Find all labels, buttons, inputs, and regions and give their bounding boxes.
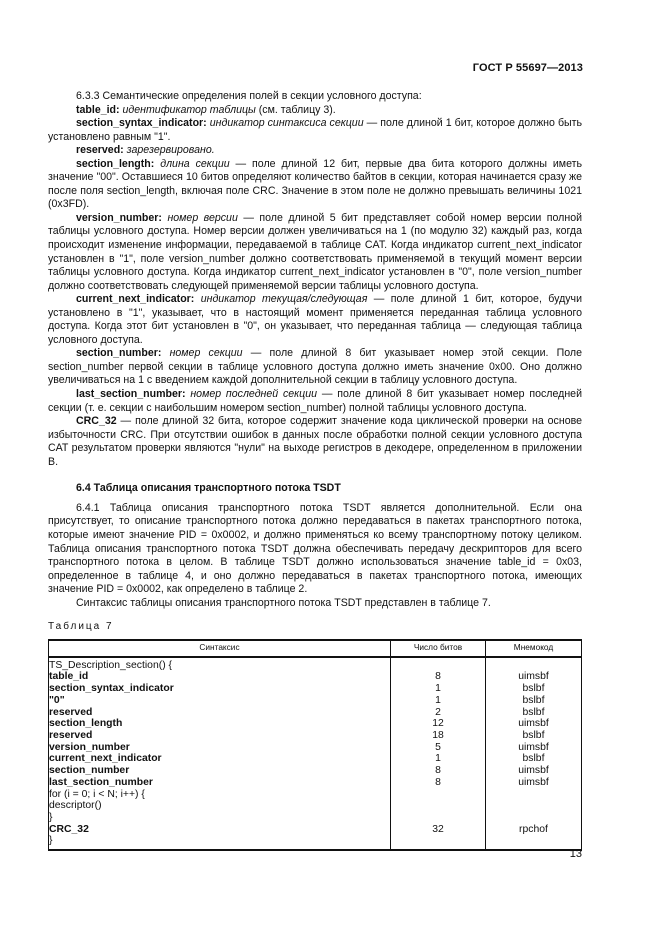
para-table-id <box>48 104 582 118</box>
section-heading-6-4: 6.4 Таблица описания транспортного потока TSDT <box>76 482 341 495</box>
term: CRC_32 <box>76 415 117 428</box>
term: current_next_indicator: <box>76 293 195 306</box>
cell-syntax: TS_Description_section() { <box>49 657 391 672</box>
table-row <box>49 777 582 789</box>
term: table_id: <box>76 103 120 116</box>
cell-mnemonic: bslbf <box>486 730 582 742</box>
cell-syntax: section_syntax_indicator <box>49 683 391 695</box>
cell-syntax: reserved <box>49 707 391 719</box>
table-row <box>49 812 582 824</box>
para-current-next-indicator <box>48 293 582 347</box>
cell-syntax: section_length <box>49 718 391 730</box>
term: reserved: <box>76 144 124 157</box>
table-7 <box>48 639 582 851</box>
cell-mnemonic <box>486 789 582 801</box>
cell-bits: 1 <box>391 683 486 695</box>
para-last-section-number <box>48 388 582 415</box>
cell-bits: 32 <box>391 824 486 836</box>
text: — поле длиной 8 бит указывает номер последней секции (т. е. секции с наибольшим номером section_number) полной таблицы условного доступа. <box>48 388 582 414</box>
cell-syntax: last_section_number <box>49 777 391 789</box>
cell-syntax: descriptor() <box>49 800 391 812</box>
definition: номер последней секции <box>190 388 318 401</box>
table-row <box>49 707 582 719</box>
cell-syntax: } <box>49 812 391 824</box>
table-row <box>49 683 582 695</box>
cell-mnemonic: bslbf <box>486 753 582 765</box>
table-row <box>49 765 582 777</box>
definition: зарезервировано. <box>126 144 215 157</box>
cell-bits: 8 <box>391 777 486 789</box>
cell-mnemonic: uimsbf <box>486 765 582 777</box>
table-title: Таблица 7 <box>48 621 114 633</box>
cell-mnemonic: rpchof <box>486 824 582 836</box>
text: — поле длиной 1 бит, которое должно быть установлено равным "1". <box>48 117 582 143</box>
definition: индикатор синтаксиса секции <box>209 117 364 130</box>
para-crc-32 <box>48 415 582 469</box>
para-6-4-1: 6.4.1 Таблица описания транспортного потока TSDT является дополнительной. Если она присутствует, то описание транспортного потока должно передаваться в пакетах транспортного потока, которые имеют значение PID = 0x0002, и должно применяться ко всему транспортному потоку целиком. Таблица описания транспортного потока TSDT должна обеспечивать передачу дескрипторов для всего транспортного потока в целом. В таблице TSDT должно использоваться значение table_id = 0x03, определенное в таблице 4, и оно должно передаваться в пакетах транспортного потока, имеющих значение PID = 0x0002, как определено в таблице 2. <box>48 501 582 596</box>
cell-bits: 2 <box>391 707 486 719</box>
para-version-number <box>48 212 582 293</box>
cell-mnemonic: uimsbf <box>486 777 582 789</box>
cell-bits <box>391 835 486 850</box>
cell-syntax: CRC_32 <box>49 824 391 836</box>
definition: длина секции <box>160 157 230 170</box>
cell-syntax: version_number <box>49 742 391 754</box>
cell-syntax: table_id <box>49 671 391 683</box>
cell-syntax: } <box>49 835 391 850</box>
para-section-length <box>48 158 582 212</box>
table-row <box>49 742 582 754</box>
para-reserved <box>48 144 582 158</box>
cell-mnemonic: uimsbf <box>486 742 582 754</box>
col-header-syntax: Синтаксис <box>49 640 391 657</box>
cell-bits: 1 <box>391 753 486 765</box>
table-row <box>49 753 582 765</box>
cell-mnemonic <box>486 657 582 672</box>
para-6-3-3: 6.3.3 Семантические определения полей в секции условного доступа: <box>76 90 422 102</box>
table-row <box>49 657 582 672</box>
cell-bits <box>391 800 486 812</box>
definition: номер секции <box>169 347 243 360</box>
term: section_number: <box>76 347 162 360</box>
cell-bits <box>391 789 486 801</box>
definition: идентификатор таблицы <box>122 103 256 116</box>
cell-mnemonic <box>486 835 582 850</box>
cell-bits: 12 <box>391 718 486 730</box>
cell-syntax: current_next_indicator <box>49 753 391 765</box>
text: — поле длиной 1 бит, которое, будучи установлено в "1", указывает, что в настоящий момент применяется переданная таблица условного доступа. Когда этот бит установлен в "0", он указывает, что переданная таблица — следующая таблица условного доступа. <box>48 293 582 346</box>
cell-mnemonic: uimsbf <box>486 718 582 730</box>
document-body <box>48 90 582 851</box>
cell-mnemonic <box>486 800 582 812</box>
table-row <box>49 789 582 801</box>
para-section-number <box>48 347 582 388</box>
cell-bits <box>391 812 486 824</box>
table-row <box>49 695 582 707</box>
cell-mnemonic: bslbf <box>486 707 582 719</box>
definition: индикатор текущая/следующая <box>200 293 368 306</box>
term: version_number: <box>76 211 162 224</box>
text: — поле длиной 12 бит, первые два бита которого должны иметь значение "00". Оставшиеся 10 битов определяют количество байтов в секции, которая начинается сразу же после поля section_length, включая поле CRC. Значение в этом поле не должно превышать величины 1021 (0x3FD). <box>48 157 582 211</box>
cell-mnemonic: uimsbf <box>486 671 582 683</box>
text: — поле длиной 32 бита, которое содержит значение кода циклической проверки на основе избыточности CRC. При отсутствии ошибок в данных после обработки полной секции условного доступа CAT результатом проверки являются "нули" на выходе регистров в декодере, определенном в приложении B. <box>48 415 582 468</box>
cell-syntax: reserved <box>49 730 391 742</box>
para-syntax-intro: Синтаксис таблицы описания транспортного потока TSDT представлен в таблице 7. <box>76 596 491 609</box>
col-header-mnemonic: Мнемокод <box>486 640 582 657</box>
cell-bits: 8 <box>391 671 486 683</box>
cell-mnemonic: bslbf <box>486 683 582 695</box>
table-row <box>49 800 582 812</box>
table-row <box>49 671 582 683</box>
cell-syntax: section_number <box>49 765 391 777</box>
term: section_syntax_indicator: <box>76 117 207 130</box>
cell-bits: 8 <box>391 765 486 777</box>
term: section_length: <box>76 157 155 170</box>
definition: номер версии <box>167 211 238 224</box>
cell-mnemonic <box>486 812 582 824</box>
table-row <box>49 718 582 730</box>
cell-bits: 1 <box>391 695 486 707</box>
cell-bits: 5 <box>391 742 486 754</box>
table-row <box>49 824 582 836</box>
page-number: 13 <box>569 848 582 860</box>
cell-bits: 18 <box>391 730 486 742</box>
cell-mnemonic: bslbf <box>486 695 582 707</box>
text: (см. таблицу 3). <box>255 103 336 116</box>
text: — поле длиной 8 бит указывает номер этой секции. Поле section_number первой секции в таблице условного доступа должно иметь значение 0x00. Оно должно увеличиваться на 1 с введением каждой дополнительной секции в таблицу условного доступа. <box>48 347 582 387</box>
text: — поле длиной 5 бит представляет собой номер версии полной таблицы условного доступа. Номер версии должен увеличиваться на 1 (по модулю 32) каждый раз, когда происходит изменение информации, передаваемой в таблице CAT. Когда индикатор current_next_indicator установлен в "1", поле version_number должно соответствовать применяемой в текущий момент версии таблицы условного доступа. Когда индикатор current_next_indicator установлен в "0", поле version_number должно соответствовать следующей применяемой версии таблицы условного доступа. <box>48 211 583 292</box>
standard-designation: ГОСТ Р 55697—2013 <box>472 62 583 74</box>
table-row <box>49 835 582 850</box>
cell-syntax: "0" <box>49 695 391 707</box>
term: last_section_number: <box>76 388 186 401</box>
cell-bits <box>391 657 486 672</box>
table-row <box>49 730 582 742</box>
cell-syntax: for (i = 0; i < N; i++) { <box>49 789 391 801</box>
para-section-syntax-indicator <box>48 117 582 144</box>
col-header-bits: Число битов <box>391 640 486 657</box>
